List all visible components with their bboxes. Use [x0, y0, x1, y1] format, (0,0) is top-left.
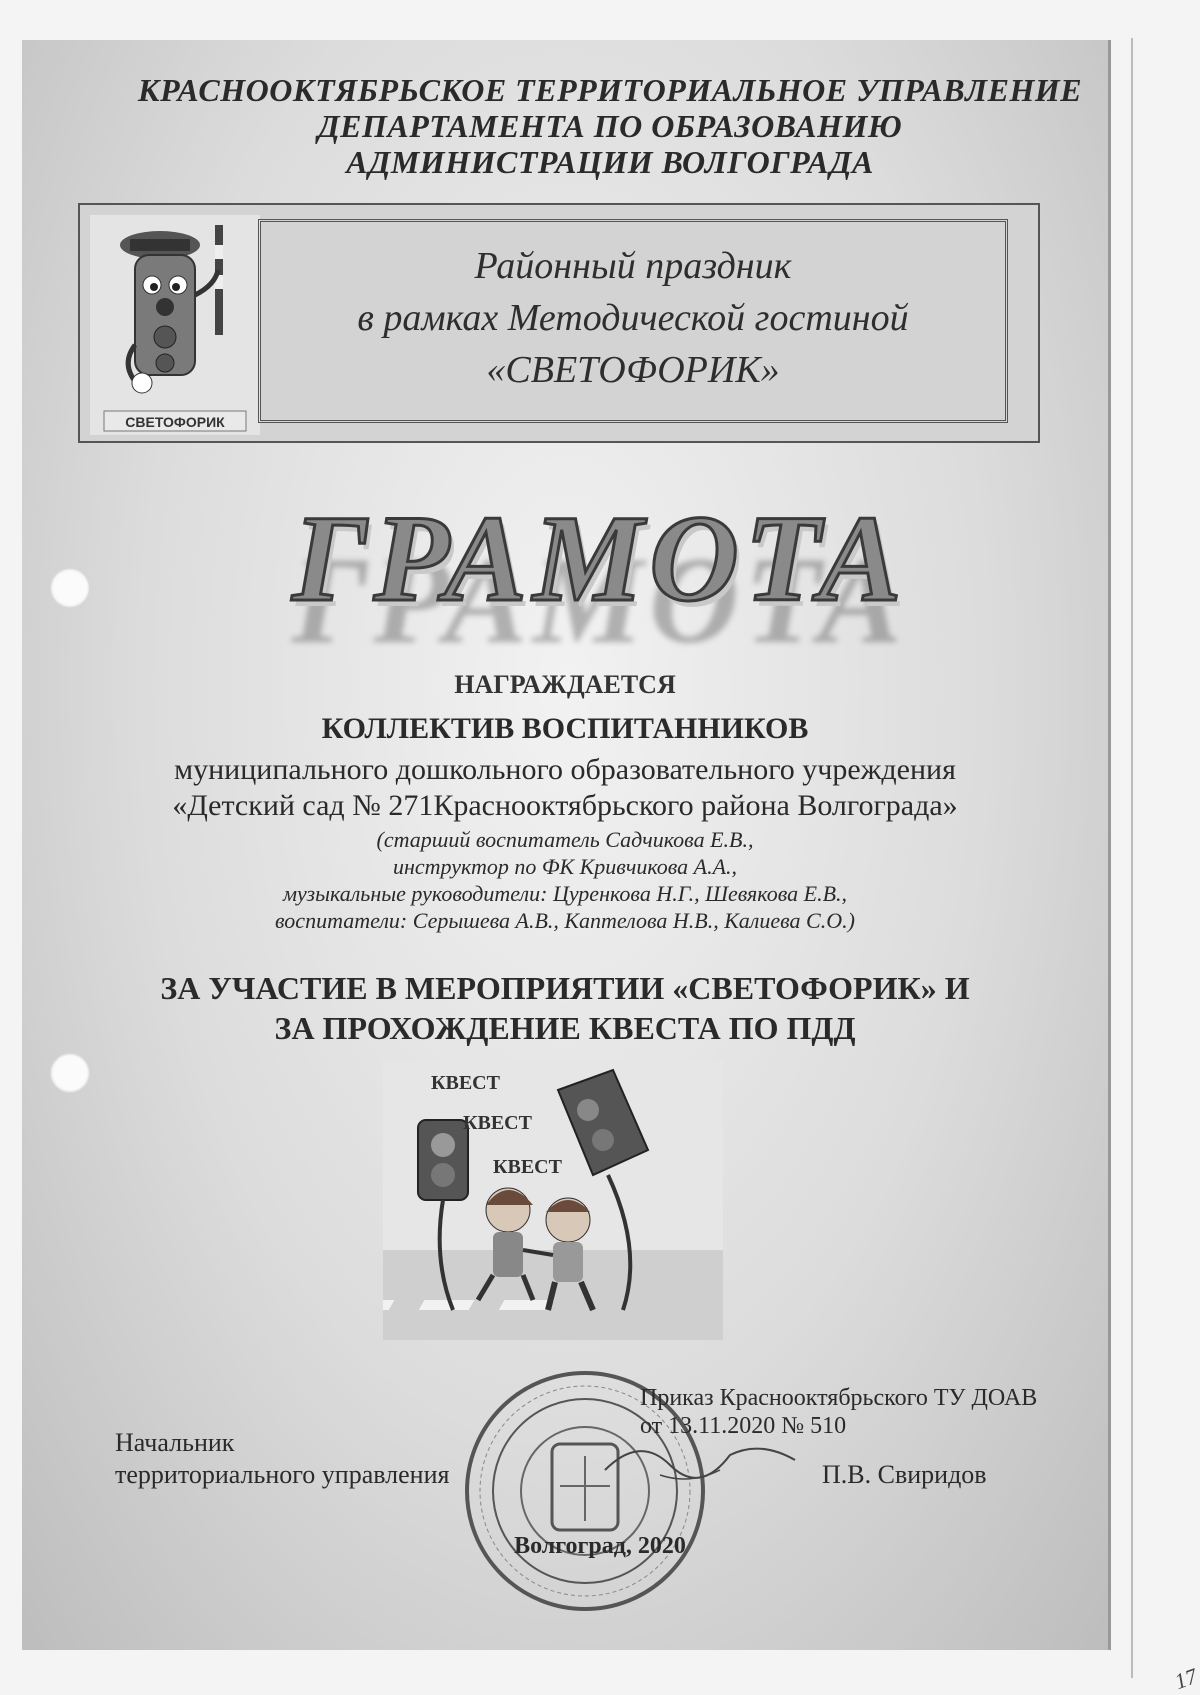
- staff-line: инструктор по ФК Кривчикова А.А.,: [392, 854, 738, 879]
- award-reason: [0, 968, 1130, 1048]
- staff-line: (старший воспитатель Садчикова Е.В.,: [376, 827, 754, 852]
- institution-name: [0, 752, 1130, 824]
- signatory-position: [115, 1427, 449, 1491]
- event-line-1: Районный праздник: [474, 245, 792, 287]
- event-banner: [78, 203, 1040, 443]
- event-title-frame: [258, 219, 1008, 423]
- order-line-2: от 13.11.2020 № 510: [640, 1413, 847, 1439]
- institution-line-2: «Детский сад № 271Краснооктябрьского района Волгограда»: [172, 789, 958, 822]
- traffic-light-illustration: [383, 1060, 723, 1340]
- punch-hole-bottom: [50, 1053, 90, 1093]
- order-reference: [640, 1384, 1037, 1440]
- issuer-line-3: АДМИНИСТРАЦИИ ВОЛГОГРАДА: [346, 144, 874, 180]
- reason-line-2: ЗА ПРОХОЖДЕНИЕ КВЕСТА ПО ПДД: [274, 1010, 856, 1046]
- issuer-header: [40, 72, 1180, 180]
- issuer-line-1: КРАСНООКТЯБРЬСКОЕ ТЕРРИТОРИАЛЬНОЕ УПРАВЛЕНИЕ: [137, 72, 1083, 108]
- order-line-1: Приказ Краснооктябрьского ТУ ДОАВ: [640, 1385, 1038, 1411]
- traffic-light-mascot-logo: [90, 215, 260, 435]
- city-year: Волгоград, 2020: [514, 1533, 686, 1559]
- staff-line: музыкальные руководители: Цуренкова Н.Г., Шевякова Е.В.,: [282, 881, 848, 906]
- logo-caption: СВЕТОФОРИК: [125, 414, 225, 430]
- reason-line-1: ЗА УЧАСТИЕ В МЕРОПРИЯТИИ «СВЕТОФОРИК» И: [160, 970, 970, 1006]
- certificate-title: ГРАМОТА: [292, 490, 908, 627]
- page-edge: [1131, 38, 1133, 1678]
- page-corner-mark: 17: [1171, 1663, 1200, 1695]
- quest-illustration: [383, 1060, 723, 1340]
- quest-label: КВЕСТ: [493, 1156, 562, 1178]
- quest-label: КВЕСТ: [463, 1112, 532, 1134]
- recipient-title: КОЛЛЕКТИВ ВОСПИТАННИКОВ: [321, 712, 809, 745]
- staff-line: воспитатели: Серышева А.В., Каптелова Н.В., Калиева С.О.): [275, 908, 855, 933]
- event-line-2: в рамках Методической гостиной: [357, 297, 909, 339]
- event-line-3: «СВЕТОФОРИК»: [486, 349, 780, 391]
- punch-hole-top: [50, 568, 90, 608]
- issuer-line-2: ДЕПАРТАМЕНТА ПО ОБРАЗОВАНИЮ: [317, 108, 903, 144]
- quest-label: КВЕСТ: [431, 1072, 500, 1094]
- position-line-1: Начальник: [115, 1428, 235, 1457]
- position-line-2: территориального управления: [115, 1460, 450, 1489]
- awarded-label: НАГРАЖДАЕТСЯ: [454, 670, 676, 699]
- staff-list: [0, 826, 1130, 934]
- signatory-name: П.В. Свиридов: [822, 1460, 987, 1489]
- institution-line-1: муниципального дошкольного образовательного учреждения: [174, 753, 956, 786]
